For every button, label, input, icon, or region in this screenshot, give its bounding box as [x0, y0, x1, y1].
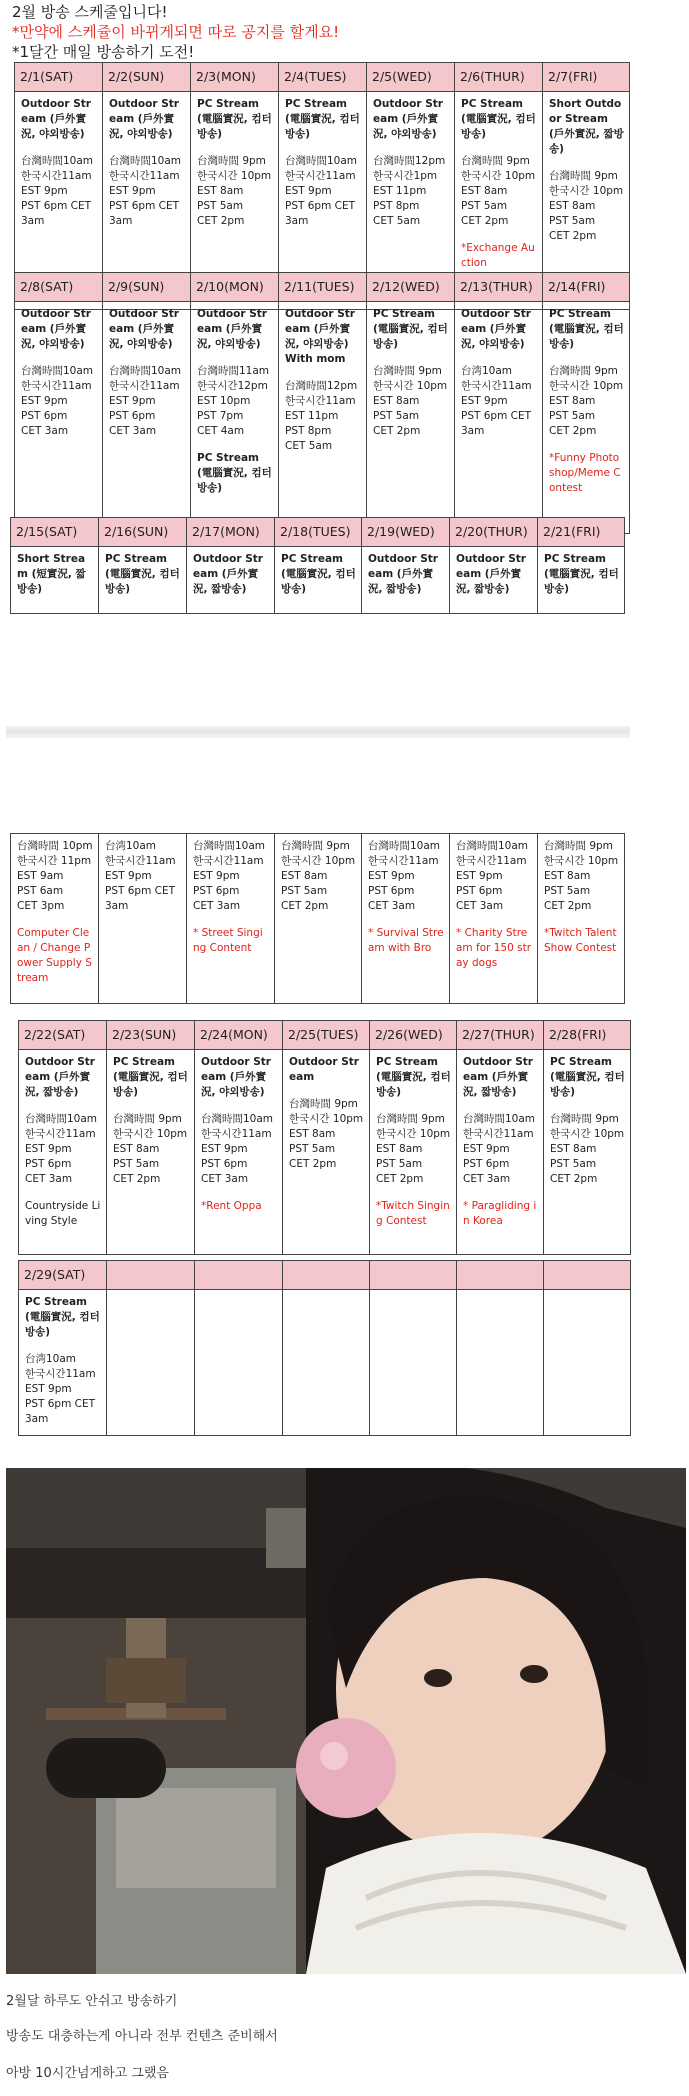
event-note: *Funny Photoshop/Meme Contest [549, 452, 621, 494]
stream-title: PC Stream (電腦實況, 컴터방송) [25, 1296, 100, 1338]
date-header-cell: 2/11(TUES) [279, 273, 367, 302]
stream-time: EST 9pm [105, 870, 152, 882]
schedule-cell [543, 302, 630, 534]
stream-time: CET 2pm [289, 1158, 337, 1170]
stream-time: CET 5am [373, 215, 421, 227]
stream-time: PST 6pm CET 3am [109, 200, 180, 227]
date-header-cell: 2/24(MON) [195, 1021, 283, 1050]
stream-time: EST 9pm [25, 1383, 72, 1395]
event-note: Computer Clean / Change Power Supply Stream [17, 927, 92, 984]
stream-title: PC Stream (電腦實況, 컴터방송) [197, 98, 272, 140]
spacer [461, 229, 537, 241]
stream-time: 台灣時間 10pm [17, 840, 93, 852]
spacer [544, 914, 619, 926]
schedule-row [19, 1050, 631, 1255]
stream-time: CET 2pm [549, 230, 597, 242]
date-header-row [15, 63, 630, 92]
stream-time: EST 9pm [461, 395, 508, 407]
intro-title: 2월 방송 스케줄입니다! [12, 3, 168, 21]
stream-time: 台灣時間 9pm [461, 155, 530, 167]
stream-time: 台灣時間 9pm [289, 1098, 358, 1110]
schedule-cell [195, 1290, 283, 1436]
date-header-cell [195, 1261, 283, 1290]
stream-time: PST 8pm [285, 425, 332, 437]
stream-time: 台灣時間10am [21, 155, 94, 167]
schedule-cell [544, 1050, 631, 1255]
stream-time: CET 2pm [550, 1173, 598, 1185]
schedule-cell [283, 1050, 370, 1255]
stream-time: PST 5am [550, 1158, 597, 1170]
stream-time: CET 2pm [197, 215, 245, 227]
stream-time: PST 6am [17, 885, 64, 897]
date-header-cell: 2/2(SUN) [103, 63, 191, 92]
stream-time: EST 9am [17, 870, 64, 882]
schedule-cell [11, 834, 99, 1004]
stream-time: PST 6pm CET 3am [461, 410, 532, 437]
date-header-cell: 2/4(TUES) [279, 63, 367, 92]
date-header-cell: 2/22(SAT) [19, 1021, 107, 1050]
schedule-cell [187, 547, 275, 614]
stream-time: PST 5am [281, 885, 328, 897]
date-header-cell [457, 1261, 544, 1290]
stream-time: EST 9pm [456, 870, 503, 882]
stream-title: Outdoor Stream (戶外實況, 야외방송) [109, 98, 179, 140]
schedule-week-table [10, 517, 625, 614]
schedule-row [15, 302, 630, 534]
stream-time: EST 8am [550, 1143, 597, 1155]
schedule-cell [450, 547, 538, 614]
spacer [201, 1187, 277, 1199]
stream-time: PST 5am [549, 215, 596, 227]
date-header-cell: 2/10(MON) [191, 273, 279, 302]
stream-time: CET 3am [463, 1173, 511, 1185]
stream-time: 台灣時間11am [197, 365, 270, 377]
stream-time: 台湾10am [25, 1353, 77, 1365]
stream-time: CET 3am [456, 900, 504, 912]
stream-time: EST 9pm [109, 185, 156, 197]
schedule-cell [107, 1290, 195, 1436]
stream-time: 台灣時間 9pm [197, 155, 266, 167]
schedule-week-table [18, 1020, 631, 1255]
stream-title: Outdoor Stream (戶外實況, 짧방송) [368, 553, 438, 595]
stream-time: EST 11pm [373, 185, 427, 197]
schedule-cell [544, 1290, 631, 1436]
date-header-cell: 2/25(TUES) [283, 1021, 370, 1050]
stream-time: 한국시간 10pm [376, 1128, 451, 1140]
date-header-cell: 2/23(SUN) [107, 1021, 195, 1050]
stream-time: EST 8am [289, 1128, 336, 1140]
stream-time: CET 3am [368, 900, 416, 912]
schedule-cell [15, 302, 103, 534]
event-note: Countryside Living Style [25, 1200, 101, 1227]
stream-time: PST 5am [113, 1158, 160, 1170]
stream-time: PST 5am [289, 1143, 336, 1155]
event-note: *Rent Oppa [201, 1200, 262, 1212]
stream-time: CET 5am [285, 440, 333, 452]
schedule-cell [538, 834, 625, 1004]
schedule-cell [195, 1050, 283, 1255]
schedule-cell [279, 302, 367, 534]
schedule-row [11, 547, 625, 614]
schedule-row [11, 834, 625, 1004]
date-header-cell: 2/17(MON) [187, 518, 275, 547]
stream-title: Outdoor Stream (戶外實況, 야외방송) [109, 308, 179, 350]
stream-title: Outdoor Stream (戶外實況, 짧방송) [25, 1056, 95, 1098]
schedule-cell [362, 547, 450, 614]
stream-time: 한국시간11am [456, 855, 527, 867]
date-header-cell: 2/29(SAT) [19, 1261, 107, 1290]
stream-time: EST 8am [113, 1143, 160, 1155]
spacer [368, 914, 444, 926]
stream-time: 台灣時間 9pm [376, 1113, 445, 1125]
spacer [17, 914, 93, 926]
stream-time: 한국시간11am [25, 1368, 96, 1380]
stream-time: CET 3am [109, 425, 157, 437]
date-header-cell: 2/3(MON) [191, 63, 279, 92]
stream-time: 한국시간11am [105, 855, 176, 867]
stream-time: 台灣時間 9pm [113, 1113, 182, 1125]
stream-time: 한국시간11am [285, 170, 356, 182]
schedule-week-table [14, 272, 630, 534]
stream-time: CET 4am [197, 425, 245, 437]
stream-time: 台灣時間 9pm [550, 1113, 619, 1125]
stream-time: PST 5am [376, 1158, 423, 1170]
stream-time: PST 6pm [21, 410, 68, 422]
stream-time: 한국시간11am [21, 170, 92, 182]
event-note: * Street Singing Content [193, 927, 263, 954]
stream-time: 台灣時間10am [456, 840, 529, 852]
schedule-cell [370, 1290, 457, 1436]
schedule-intro [12, 2, 339, 62]
schedule-cell [19, 1050, 107, 1255]
stream-title: Outdoor Stream (戶外實況, 야외방송) [21, 308, 91, 350]
stream-time: 한국시간11am [21, 380, 92, 392]
spacer [197, 439, 273, 451]
stream-time: CET 2pm [113, 1173, 161, 1185]
stream-time: EST 11pm [285, 410, 339, 422]
stream-time: PST 5am [461, 200, 508, 212]
stream-time: 台灣時間 9pm [373, 365, 442, 377]
schedule-cell [362, 834, 450, 1004]
stream-title: PC Stream (電腦實況, 컴터방송) [549, 308, 624, 350]
stream-time: PST 5am [549, 410, 596, 422]
stream-time: 台灣時間12pm [373, 155, 446, 167]
stream-time: 台灣時間 9pm [544, 840, 613, 852]
event-note: * Paragliding in Korea [463, 1200, 537, 1227]
stream-time: EST 8am [549, 200, 596, 212]
stream-time: 한국시간 10pm [113, 1128, 188, 1140]
schedule-cell [450, 834, 538, 1004]
schedule-week-table [18, 1260, 631, 1436]
stream-time: CET 2pm [544, 900, 592, 912]
stream-title: PC Stream (電腦實況, 컴터방송) [105, 553, 180, 595]
stream-title: Outdoor Stream (戶外實況, 짧방송) [456, 553, 526, 595]
date-header-cell [107, 1261, 195, 1290]
stream-time: PST 7pm [197, 410, 244, 422]
date-header-cell: 2/20(THUR) [450, 518, 538, 547]
stream-title: Outdoor Stream (戶外實況, 야외방송) With mom [285, 308, 355, 365]
stream-time: 台灣時間10am [109, 155, 182, 167]
stream-time: EST 8am [544, 870, 591, 882]
stream-title: PC Stream (電腦實況, 컴터방송) [373, 308, 448, 350]
stream-time: CET 2pm [281, 900, 329, 912]
schedule-cell [457, 1290, 544, 1436]
stream-time: 台灣時間10am [109, 365, 182, 377]
stream-time: 한국시간11am [193, 855, 264, 867]
intro-challenge: *1달간 매일 방송하기 도전! [12, 43, 195, 61]
stream-time: 台湾10am [105, 840, 157, 852]
stream-time: 台灣時間12pm [285, 380, 358, 392]
stream-time: 台灣時間10am [25, 1113, 98, 1125]
stream-title: PC Stream (電腦實況, 컴터방송) [281, 553, 356, 595]
date-header-cell: 2/6(THUR) [455, 63, 543, 92]
schedule-cell [19, 1290, 107, 1436]
stream-title: Short Outdoor Stream (戶外實況, 짧방송) [549, 98, 624, 155]
date-header-row [11, 518, 625, 547]
schedule-cell [457, 1050, 544, 1255]
date-header-cell: 2/21(FRI) [538, 518, 625, 547]
stream-time: PST 6pm CET 3am [25, 1398, 96, 1425]
stream-time: 한국시간 10pm [461, 170, 536, 182]
stream-time: EST 9pm [285, 185, 332, 197]
date-header-row [19, 1261, 631, 1290]
date-header-cell: 2/1(SAT) [15, 63, 103, 92]
stream-time: PST 6pm [25, 1158, 72, 1170]
date-header-cell: 2/26(WED) [370, 1021, 457, 1050]
stream-time: 한국시간11am [368, 855, 439, 867]
date-header-cell: 2/7(FRI) [543, 63, 630, 92]
date-header-cell: 2/15(SAT) [11, 518, 99, 547]
stream-time: 한국시간 10pm [544, 855, 619, 867]
schedule-week-table [10, 833, 625, 1004]
stream-time: PST 5am [373, 410, 420, 422]
date-header-cell [544, 1261, 631, 1290]
stream-time: 한국시간 11pm [17, 855, 92, 867]
stream-time: PST 8pm [373, 200, 420, 212]
stream-time: EST 9pm [463, 1143, 510, 1155]
stream-time: 한국시간 10pm [549, 380, 624, 392]
date-header-cell: 2/13(THUR) [455, 273, 543, 302]
date-header-cell: 2/14(FRI) [543, 273, 630, 302]
stream-time: 台灣時間 9pm [281, 840, 350, 852]
intro-notice: *만약에 스케쥴이 바뀌게되면 따로 공지를 할게요! [12, 23, 340, 41]
stream-time: 한국시간12pm [197, 380, 268, 392]
stream-time: 한국시간11am [25, 1128, 96, 1140]
stream-time: 台灣時間10am [201, 1113, 274, 1125]
schedule-cell [367, 302, 455, 534]
stream-time: CET 3am [21, 425, 69, 437]
schedule-cell [107, 1050, 195, 1255]
date-header-cell: 2/28(FRI) [544, 1021, 631, 1050]
stream-time: CET 2pm [461, 215, 509, 227]
schedule-cell [538, 547, 625, 614]
event-note: * Charity Stream for 150 stray dogs [456, 927, 532, 969]
schedule-cell [275, 834, 362, 1004]
stream-time: EST 9pm [201, 1143, 248, 1155]
date-header-cell [283, 1261, 370, 1290]
stream-title-extra: PC Stream (電腦實況, 컴터방송) [197, 452, 272, 494]
stream-time: EST 8am [197, 185, 244, 197]
stream-time: 台灣時間10am [193, 840, 266, 852]
stream-title: PC Stream (電腦實況, 컴터방송) [285, 98, 360, 140]
spacer [456, 914, 532, 926]
section-divider [6, 726, 630, 738]
date-header-row [15, 273, 630, 302]
spacer [376, 1187, 451, 1199]
date-header-cell: 2/9(SUN) [103, 273, 191, 302]
date-header-cell [370, 1261, 457, 1290]
stream-time: CET 3am [193, 900, 241, 912]
schedule-cell [103, 302, 191, 534]
stream-time: 한국시간 10pm [289, 1113, 364, 1125]
stream-time: EST 9pm [109, 395, 156, 407]
stream-title: Short Stream (短實況, 짧방송) [17, 553, 86, 595]
stream-time: PST 6pm [193, 885, 240, 897]
stream-time: 台灣時間10am [21, 365, 94, 377]
stream-title: Outdoor Stream (戶外實況, 야외방송) [197, 308, 267, 350]
schedule-row [19, 1290, 631, 1436]
stream-time: 한국시간11am [109, 170, 180, 182]
stream-time: 한국시간 10pm [550, 1128, 625, 1140]
spacer [463, 1187, 538, 1199]
stream-title: PC Stream (電腦實況, 컴터방송) [113, 1056, 188, 1098]
spacer [193, 914, 269, 926]
stream-time: PST 5am [544, 885, 591, 897]
stream-time: 台灣時間10am [463, 1113, 536, 1125]
stream-time: EST 8am [461, 185, 508, 197]
stream-title: Outdoor Stream [289, 1056, 359, 1083]
date-header-cell: 2/8(SAT) [15, 273, 103, 302]
stream-time: EST 8am [376, 1143, 423, 1155]
schedule-cell [99, 834, 187, 1004]
stream-title: PC Stream (電腦實況, 컴터방송) [376, 1056, 451, 1098]
stream-title: Outdoor Stream (戶外實況, 짧방송) [193, 553, 263, 595]
stream-time: EST 10pm [197, 395, 251, 407]
stream-time: CET 3am [25, 1173, 73, 1185]
schedule-cell [191, 302, 279, 534]
stream-time: 台湾10am [461, 365, 513, 377]
stream-title: Outdoor Stream (戶外實況, 야외방송) [373, 98, 443, 140]
stream-time: 한국시간11am [285, 395, 356, 407]
date-header-cell: 2/16(SUN) [99, 518, 187, 547]
stream-title: Outdoor Stream (戶外實況, 짧방송) [463, 1056, 533, 1098]
stream-time: PST 5am [197, 200, 244, 212]
spacer [549, 439, 624, 451]
date-header-cell: 2/18(TUES) [275, 518, 362, 547]
stream-time: EST 9pm [368, 870, 415, 882]
stream-time: 台灣時間 9pm [549, 170, 618, 182]
stream-title: PC Stream (電腦實況, 컴터방송) [550, 1056, 625, 1098]
stream-title: Outdoor Stream (戶外實況, 야외방송) [21, 98, 91, 140]
stream-title: Outdoor Stream (戶外實況, 야외방송) [461, 308, 531, 350]
stream-time: 한국시간1pm [373, 170, 438, 182]
stream-time: EST 9pm [21, 395, 68, 407]
date-header-cell: 2/27(THUR) [457, 1021, 544, 1050]
stream-time: EST 8am [281, 870, 328, 882]
caption-line-1: 2월달 하루도 안쉬고 방송하기 [6, 1994, 178, 2009]
date-header-cell: 2/5(WED) [367, 63, 455, 92]
caption-line-2: 방송도 대충하는게 아니라 전부 컨텐츠 준비해서 [6, 2029, 278, 2044]
stream-time: 한국시간11am [463, 1128, 534, 1140]
schedule-cell [283, 1290, 370, 1436]
stream-time: EST 9pm [25, 1143, 72, 1155]
spacer [25, 1187, 101, 1199]
stream-time: PST 6pm CET 3am [285, 200, 356, 227]
date-header-row [19, 1021, 631, 1050]
stream-time: PST 6pm [463, 1158, 510, 1170]
stream-time: EST 9pm [21, 185, 68, 197]
stream-time: CET 2pm [549, 425, 597, 437]
stream-time: 한국시간 10pm [549, 185, 624, 197]
schedule-cell [99, 547, 187, 614]
stream-time: 한국시간 10pm [281, 855, 356, 867]
stream-time: EST 8am [549, 395, 596, 407]
stream-time: 台灣時間10am [285, 155, 358, 167]
stream-time: 台灣時間10am [368, 840, 441, 852]
stream-time: PST 6pm [201, 1158, 248, 1170]
stream-time: PST 6pm [456, 885, 503, 897]
stream-time: PST 6pm CET 3am [105, 885, 176, 912]
schedule-cell [187, 834, 275, 1004]
stream-time: PST 6pm CET 3am [21, 200, 92, 227]
stream-time: CET 2pm [373, 425, 421, 437]
stream-time: 한국시간11am [109, 380, 180, 392]
stream-title: Outdoor Stream (戶外實況, 야외방송) [201, 1056, 271, 1098]
selfie-bubblegum-photo [6, 1468, 686, 1974]
schedule-cell [275, 547, 362, 614]
event-note: *Twitch Talent Show Contest [544, 927, 617, 954]
event-note: * Survival Stream with Bro [368, 927, 444, 954]
date-header-cell: 2/19(WED) [362, 518, 450, 547]
schedule-cell [11, 547, 99, 614]
stream-time: CET 3am [201, 1173, 249, 1185]
schedule-cell [370, 1050, 457, 1255]
stream-time: CET 2pm [376, 1173, 424, 1185]
stream-title: PC Stream (電腦實況, 컴터방송) [544, 553, 619, 595]
stream-title: PC Stream (電腦實況, 컴터방송) [461, 98, 536, 140]
schedule-cell [455, 302, 543, 534]
stream-time: EST 8am [373, 395, 420, 407]
stream-time: 한국시간11am [201, 1128, 272, 1140]
stream-time: CET 3pm [17, 900, 65, 912]
event-note: *Exchange Auction [461, 242, 535, 269]
stream-time: 한국시간 10pm [373, 380, 448, 392]
stream-time: 한국시간11am [461, 380, 532, 392]
date-header-cell: 2/12(WED) [367, 273, 455, 302]
stream-time: 台灣時間 9pm [549, 365, 618, 377]
caption-line-3: 아방 10시간넘게하고 그랬음 [6, 2066, 169, 2081]
stream-time: PST 6pm [368, 885, 415, 897]
stream-time: PST 6pm [109, 410, 156, 422]
stream-time: EST 9pm [193, 870, 240, 882]
stream-time: 한국시간 10pm [197, 170, 272, 182]
event-note: *Twitch Singing Contest [376, 1200, 450, 1227]
